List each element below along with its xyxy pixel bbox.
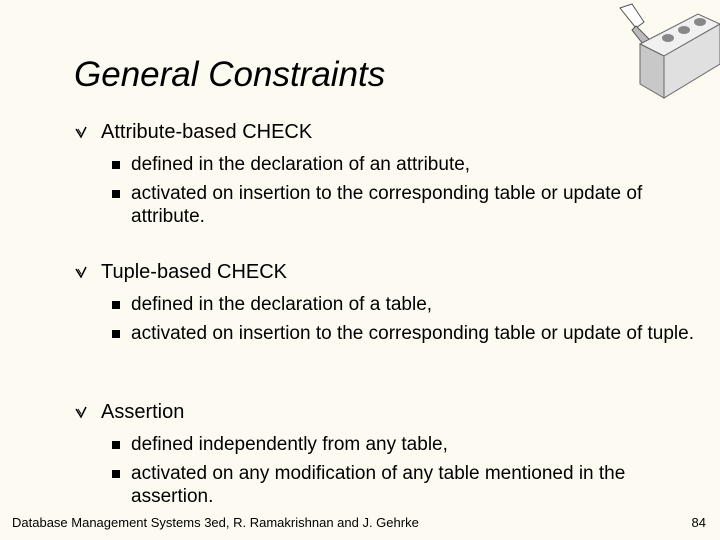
list-item: activated on insertion to the corresponding table or update of attribute. (74, 182, 694, 228)
check-bullet-icon (74, 405, 88, 419)
check-bullet-icon (74, 125, 88, 139)
slide-title: General Constraints (74, 55, 386, 94)
square-bullet-icon (112, 161, 120, 169)
section-heading-text: Attribute-based CHECK (101, 121, 313, 143)
section-heading-text: Tuple-based CHECK (101, 261, 288, 283)
section-heading (74, 258, 694, 287)
square-bullet-icon (112, 470, 120, 478)
check-bullet-icon (74, 265, 88, 279)
list-item: defined independently from any table, (74, 433, 694, 456)
section-heading (74, 398, 694, 427)
list-item: activated on any modification of any table mentioned in the assertion. (74, 462, 694, 508)
list-item: activated on insertion to the corresponding table or update of tuple. (74, 322, 694, 345)
square-bullet-icon (112, 330, 120, 338)
list-item: defined in the declaration of a table, (74, 293, 694, 316)
section-tuple-check (74, 258, 694, 345)
page-number: 84 (691, 515, 706, 530)
brick-trowel-icon (610, 0, 720, 100)
list-item: defined in the declaration of an attribute, (74, 153, 694, 176)
section-heading-text: Assertion (101, 401, 185, 423)
section-assertion (74, 398, 694, 508)
footer-citation: Database Management Systems 3ed, R. Ramakrishnan and J. Gehrke (12, 515, 419, 530)
square-bullet-icon (112, 301, 120, 309)
square-bullet-icon (112, 190, 120, 198)
section-attribute-check (74, 118, 694, 228)
square-bullet-icon (112, 441, 120, 449)
section-heading (74, 118, 694, 147)
